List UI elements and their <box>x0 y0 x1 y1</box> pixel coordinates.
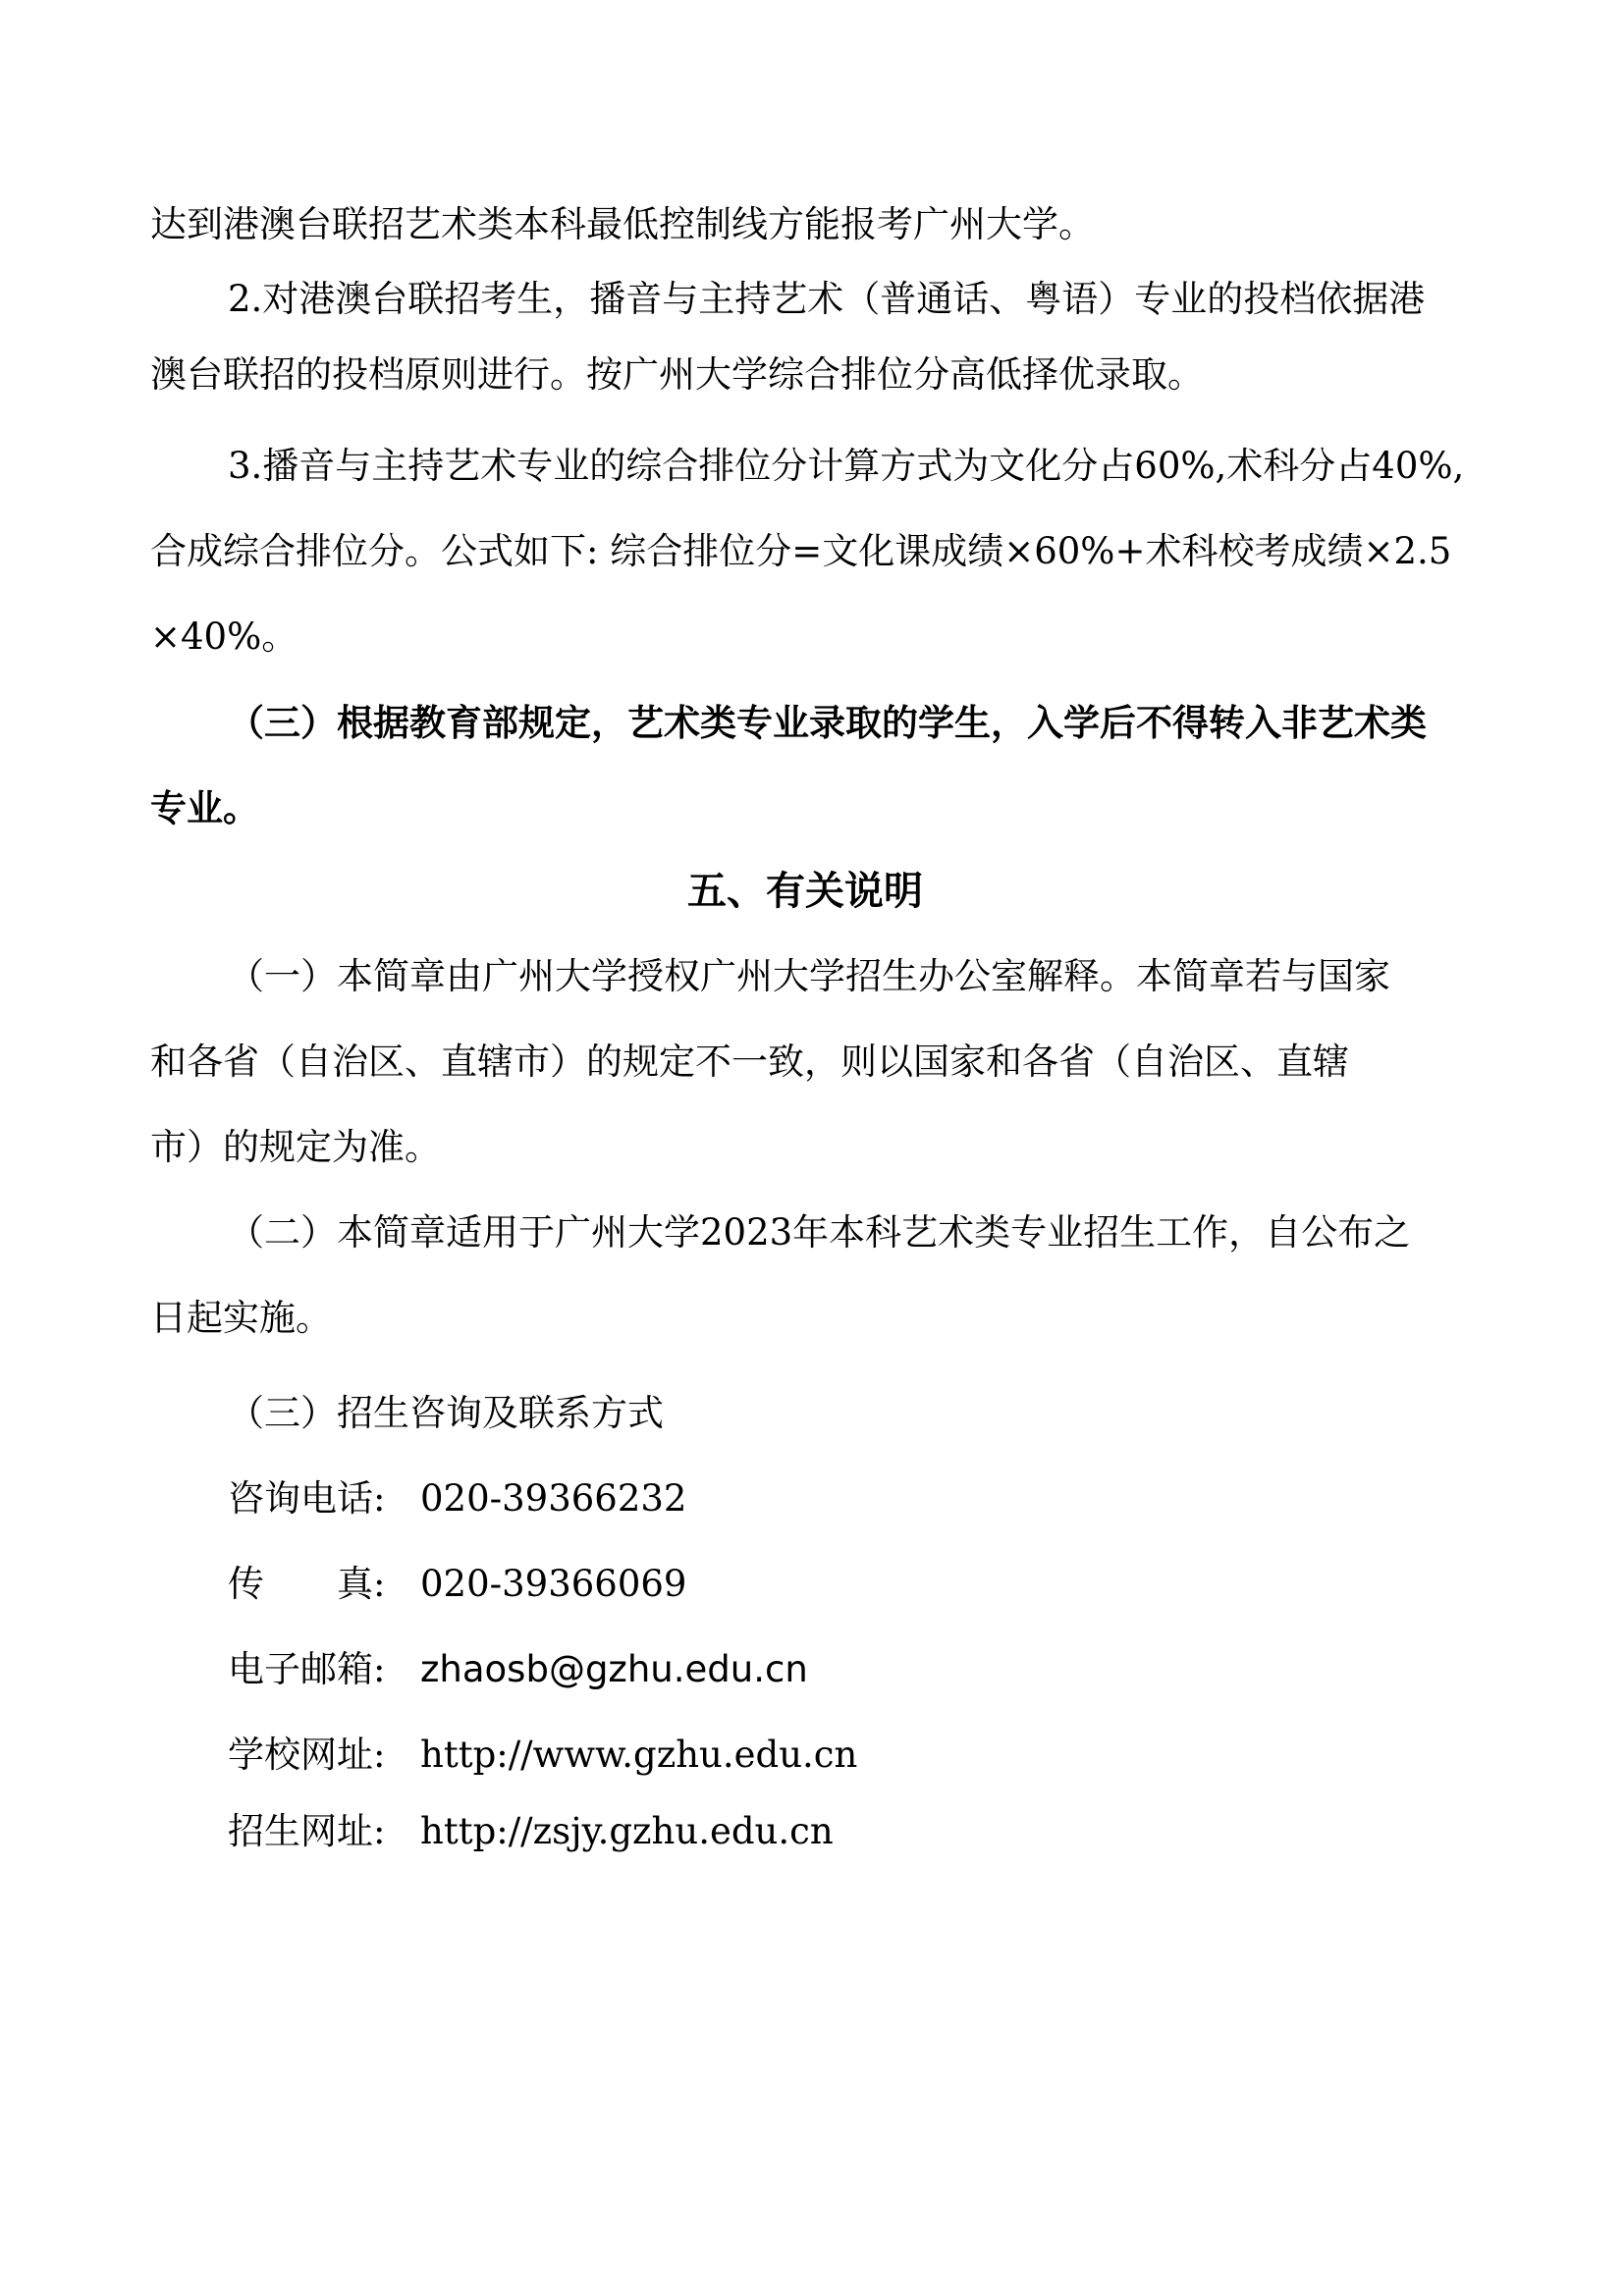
contact-email-label: 电子邮箱: <box>228 1648 386 1690</box>
contact-phone-value: 020-39366232 <box>420 1477 687 1520</box>
contact-section-title: （三）招生咨询及联系方式 <box>228 1392 664 1434</box>
section-heading: 五、有关说明 <box>687 869 923 914</box>
contact-fax-value: 020-39366069 <box>420 1563 687 1605</box>
paragraph-line: 澳台联招的投档原则进行。按广州大学综合排位分高低择优录取。 <box>150 353 1204 396</box>
paragraph-line: （一）本简章由广州大学授权广州大学招生办公室解释。本简章若与国家 <box>228 955 1390 997</box>
paragraph-line-bold: （三）根据教育部规定，艺术类专业录取的学生，入学后不得转入非艺术类 <box>228 701 1427 744</box>
paragraph-line: 达到港澳台联招艺术类本科最低控制线方能报考广州大学。 <box>150 203 1095 245</box>
paragraph-line: 和各省（自治区、直辖市）的规定不一致，则以国家和各省（自治区、直辖 <box>150 1041 1349 1083</box>
contact-admission-site-link[interactable]: http://zsjy.gzhu.edu.cn <box>420 1810 834 1852</box>
paragraph-line-bold: 专业。 <box>150 786 259 829</box>
contact-email-link[interactable]: zhaosb@gzhu.edu.cn <box>420 1648 808 1690</box>
paragraph-line: ×40%。 <box>150 615 298 658</box>
paragraph-line: 3.播音与主持艺术专业的综合排位分计算方式为文化分占60%,术科分占40%, <box>228 445 1465 487</box>
contact-school-site-label: 学校网址: <box>228 1734 386 1776</box>
paragraph-line: 日起实施。 <box>150 1297 332 1339</box>
paragraph-line: 2.对港澳台联招考生，播音与主持艺术（普通话、粤语）专业的投档依据港 <box>228 278 1426 320</box>
contact-fax-label: 传 真: <box>228 1563 386 1605</box>
contact-school-site-link[interactable]: http://www.gzhu.edu.cn <box>420 1734 858 1776</box>
paragraph-line: （二）本简章适用于广州大学2023年本科艺术类专业招生工作，自公布之 <box>228 1211 1411 1254</box>
paragraph-line: 市）的规定为准。 <box>150 1126 441 1168</box>
paragraph-line: 合成综合排位分。公式如下: 综合排位分=文化课成绩×60%+术科校考成绩×2.5 <box>150 530 1452 572</box>
contact-phone-label: 咨询电话: <box>228 1477 386 1520</box>
contact-admission-site-label: 招生网址: <box>228 1810 386 1852</box>
